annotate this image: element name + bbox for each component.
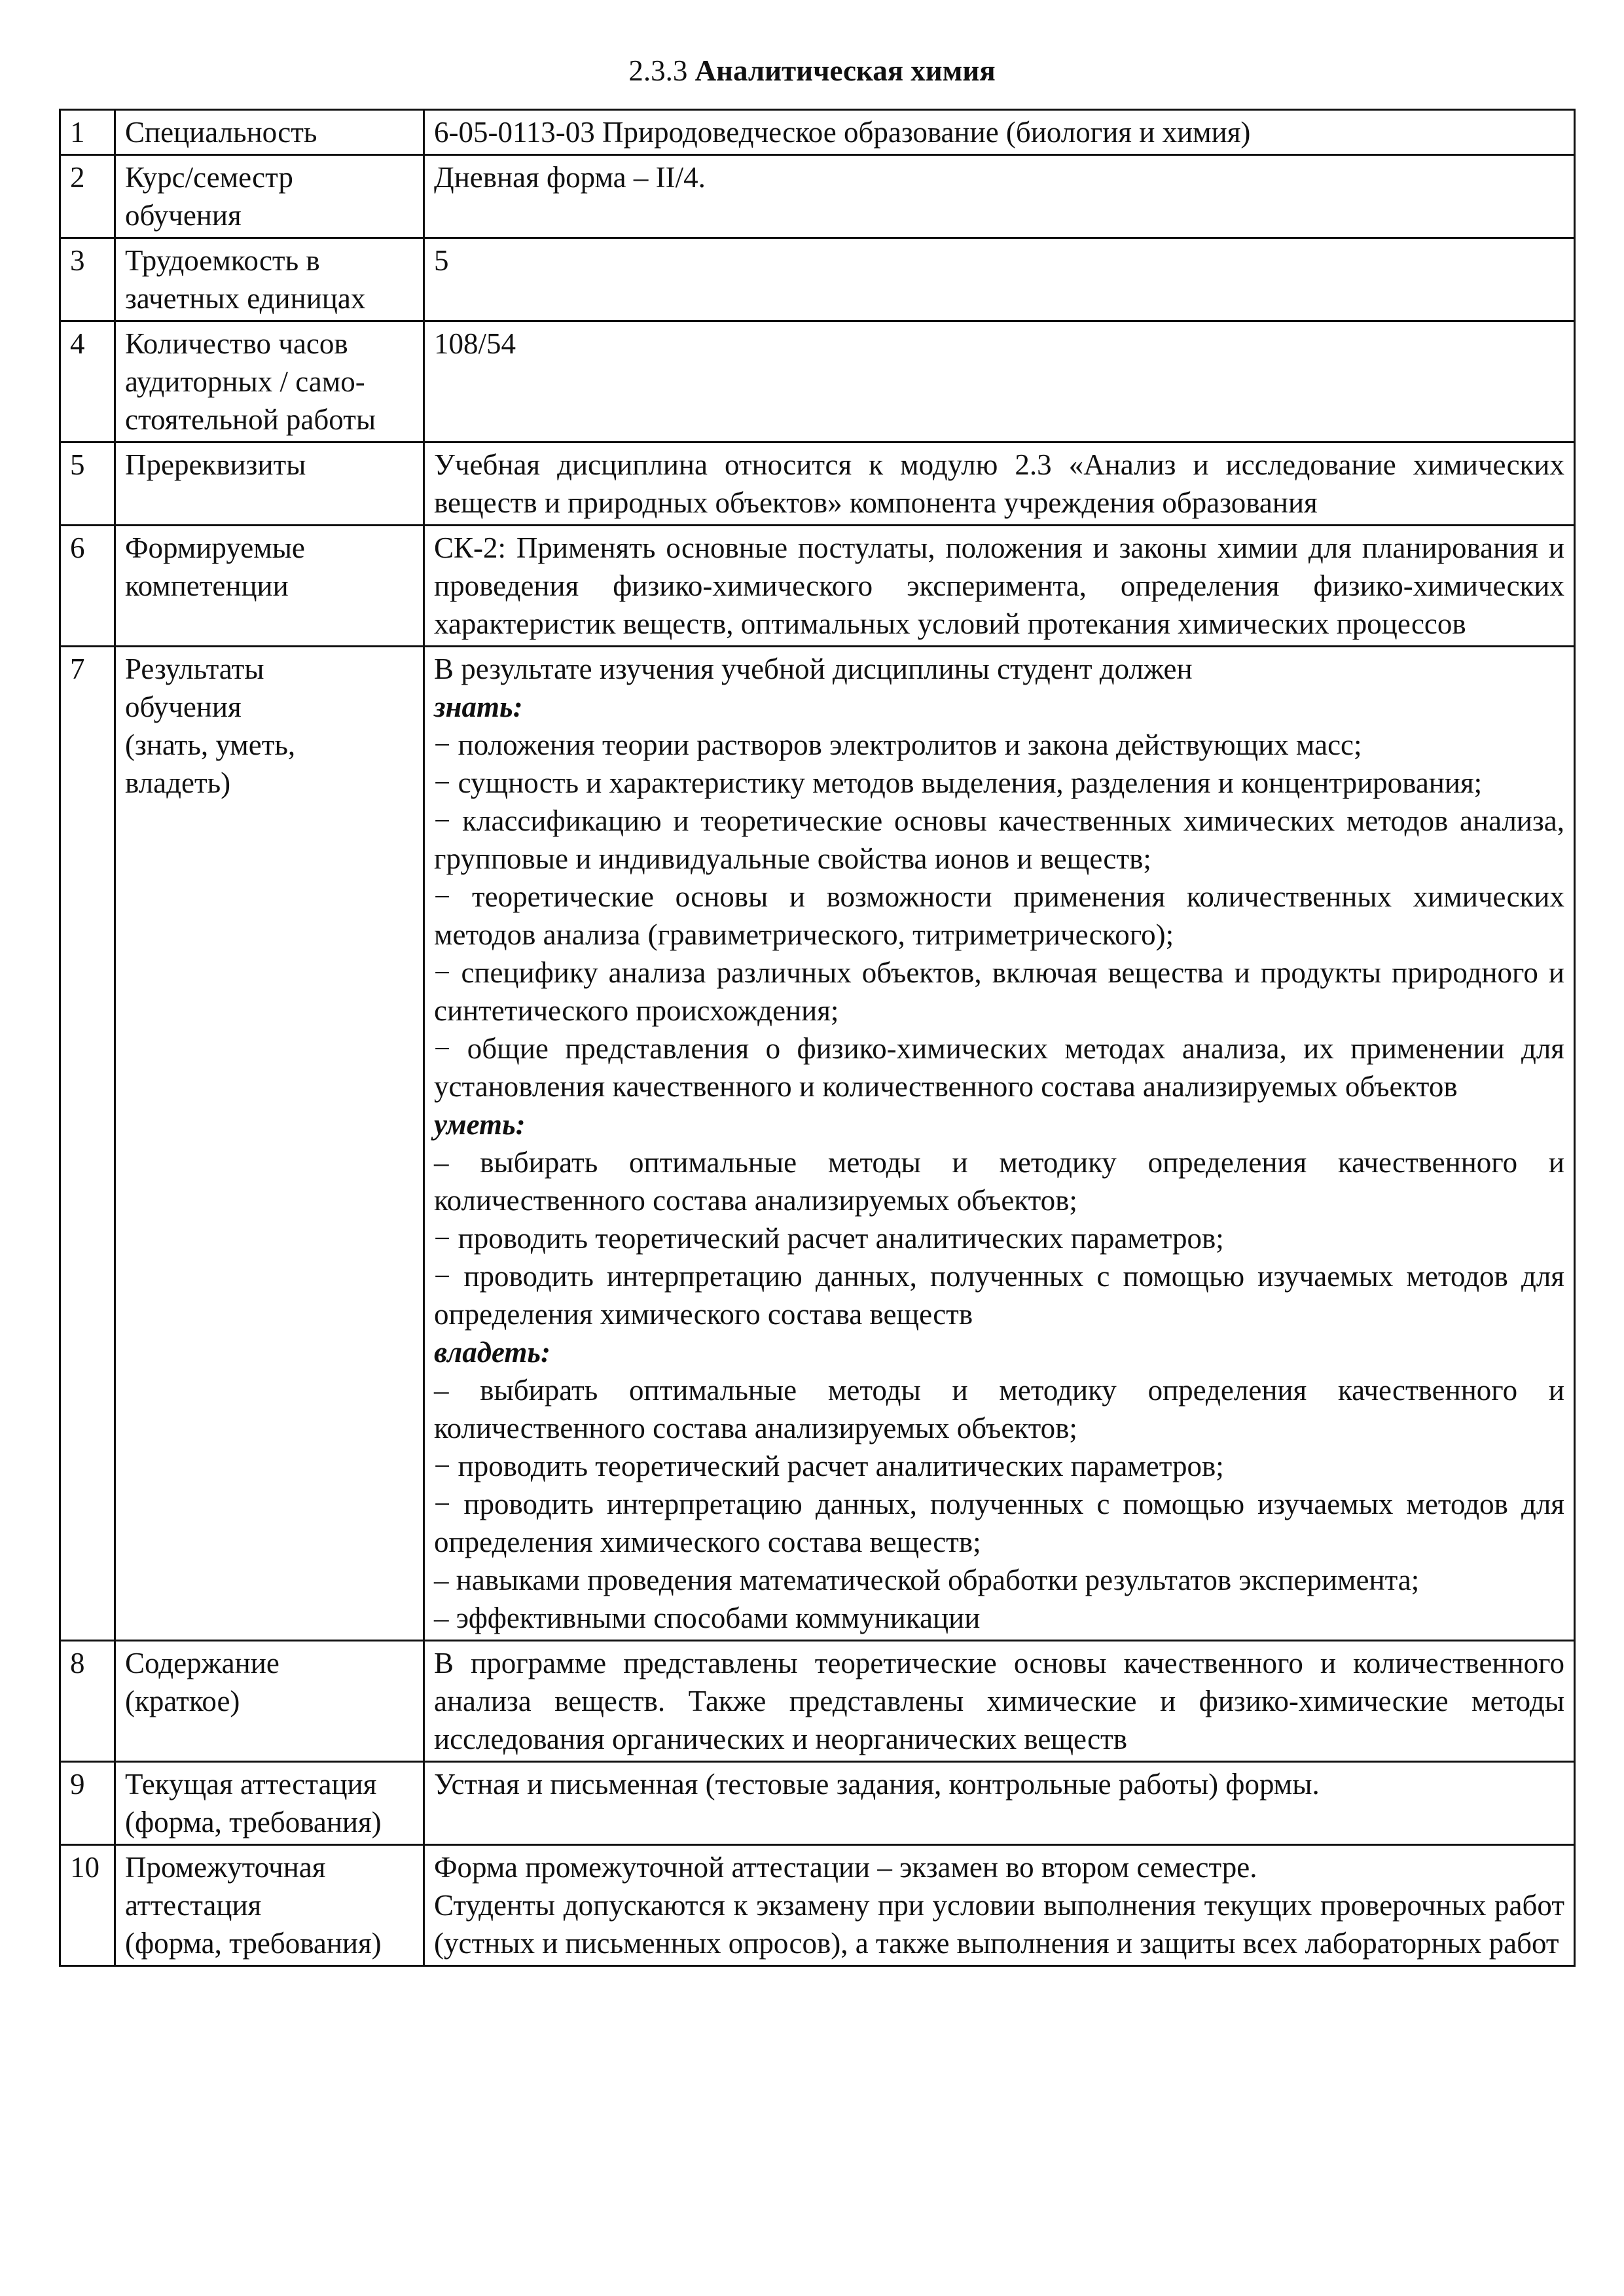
discipline-name: Аналитическая химия xyxy=(695,54,996,87)
section-number: 2.3.3 xyxy=(628,54,688,87)
content-paragraph: – навыками проведения математической обработки результатов эксперимента; xyxy=(434,1564,1420,1596)
content-paragraph: − сущность и характеристику методов выделения, разделения и концентрирования; xyxy=(434,766,1483,799)
table-row xyxy=(60,1762,1575,1845)
row-label-line: обучения xyxy=(125,199,242,232)
row-label-line: Трудоемкость в xyxy=(125,244,320,277)
content-subheading: знать: xyxy=(434,691,523,723)
content-paragraph: – выбирать оптимальные методы и методику определения качественного и количественного состава анализируемых объектов; xyxy=(434,1374,1564,1444)
row-label-line: Специальность xyxy=(125,116,317,149)
row-number: 4 xyxy=(60,321,115,442)
content-paragraph: − общие представления о физико-химических методах анализа, их применении для установления качественного и количественного состава анализируемых объектов xyxy=(434,1032,1564,1103)
table-row xyxy=(60,442,1575,526)
content-paragraph: − проводить интерпретацию данных, полученных с помощью изучаемых методов для определения химического состава веществ xyxy=(434,1260,1564,1331)
row-label-line: Формируемые xyxy=(125,531,305,564)
content-paragraph: − проводить теоретический расчет аналитических параметров; xyxy=(434,1450,1224,1482)
row-label xyxy=(115,110,424,155)
row-label-line: Количество часов xyxy=(125,327,348,360)
row-label xyxy=(115,155,424,238)
row-label xyxy=(115,526,424,647)
row-number: 1 xyxy=(60,110,115,155)
row-content xyxy=(424,1641,1575,1762)
content-paragraph: – эффективными способами коммуникации xyxy=(434,1602,981,1634)
row-label-line: Результаты xyxy=(125,653,264,685)
content-paragraph: 5 xyxy=(434,244,449,277)
row-label-line: Промежуточная xyxy=(125,1851,326,1884)
row-number: 3 xyxy=(60,238,115,321)
row-label xyxy=(115,321,424,442)
row-number: 5 xyxy=(60,442,115,526)
row-label xyxy=(115,238,424,321)
row-label-line: зачетных единицах xyxy=(125,282,366,315)
row-content xyxy=(424,442,1575,526)
row-label-line: Содержание xyxy=(125,1647,280,1679)
table-body xyxy=(60,110,1575,1966)
table-row xyxy=(60,321,1575,442)
row-label-line: (краткое) xyxy=(125,1685,240,1717)
row-label xyxy=(115,1641,424,1762)
row-label-line: (знать, уметь, xyxy=(125,728,296,761)
row-content xyxy=(424,155,1575,238)
content-paragraph: Форма промежуточной аттестации – экзамен во втором семестре. xyxy=(434,1851,1257,1884)
row-number: 7 xyxy=(60,647,115,1641)
row-content xyxy=(424,238,1575,321)
content-paragraph: Устная и письменная (тестовые задания, контрольные работы) формы. xyxy=(434,1768,1320,1801)
row-label xyxy=(115,647,424,1641)
row-label-line: (форма, требования) xyxy=(125,1927,382,1960)
row-number: 2 xyxy=(60,155,115,238)
row-label xyxy=(115,1762,424,1845)
content-paragraph: Учебная дисциплина относится к модулю 2.3 «Анализ и исследование химических веществ и природных объектов» компонента учреждения образования xyxy=(434,448,1564,519)
row-label-line: (форма, требования) xyxy=(125,1806,382,1839)
table-row xyxy=(60,1845,1575,1966)
content-subheading: уметь: xyxy=(434,1108,526,1141)
row-content xyxy=(424,1845,1575,1966)
content-paragraph: − положения теории растворов электролитов и закона действующих масс; xyxy=(434,728,1362,761)
content-paragraph: – выбирать оптимальные методы и методику определения качественного и количественного состава анализируемых объектов; xyxy=(434,1146,1564,1217)
row-label-line: Пререквизиты xyxy=(125,448,306,481)
row-label-line: Текущая аттестация xyxy=(125,1768,377,1801)
row-content xyxy=(424,647,1575,1641)
content-paragraph: − проводить интерпретацию данных, полученных с помощью изучаемых методов для определения химического состава веществ; xyxy=(434,1488,1564,1558)
row-number: 8 xyxy=(60,1641,115,1762)
row-label-line: аудиторных / само- xyxy=(125,365,365,398)
row-number: 10 xyxy=(60,1845,115,1966)
content-paragraph: В программе представлены теоретические основы качественного и количественного анализа веществ. Также представлены химические и физико-химические методы исследования органических и неорганических веществ xyxy=(434,1647,1564,1755)
table-row xyxy=(60,526,1575,647)
discipline-table xyxy=(59,109,1576,1967)
content-paragraph: Дневная форма – II/4. xyxy=(434,161,706,194)
row-label xyxy=(115,1845,424,1966)
content-subheading: владеть: xyxy=(434,1336,550,1369)
table-row xyxy=(60,647,1575,1641)
content-paragraph: 108/54 xyxy=(434,327,516,360)
page-title xyxy=(0,51,1624,90)
content-paragraph: − проводить теоретический расчет аналитических параметров; xyxy=(434,1222,1224,1255)
content-paragraph: СК-2: Применять основные постулаты, положения и законы химии для планирования и проведения физико-химического эксперимента, определения физико-химических характеристик веществ, оптимальных условий протекания химических процессов xyxy=(434,531,1564,640)
table-row xyxy=(60,110,1575,155)
row-label-line: Курс/семестр xyxy=(125,161,293,194)
row-content xyxy=(424,110,1575,155)
table-row xyxy=(60,1641,1575,1762)
content-paragraph: − теоретические основы и возможности применения количественных химических методов анализа (гравиметрического, титриметрического); xyxy=(434,880,1564,951)
row-label-line: обучения xyxy=(125,691,242,723)
row-label-line: владеть) xyxy=(125,766,231,799)
content-paragraph: 6-05-0113-03 Природоведческое образование (биология и химия) xyxy=(434,116,1251,149)
row-content xyxy=(424,526,1575,647)
content-paragraph: Студенты допускаются к экзамену при условии выполнения текущих проверочных работ (устных и письменных опросов), а также выполнения и защиты всех лабораторных работ xyxy=(434,1889,1564,1960)
table-row xyxy=(60,155,1575,238)
row-label-line: компетенции xyxy=(125,569,289,602)
row-label-line: аттестация xyxy=(125,1889,262,1922)
row-label-line: стоятельной работы xyxy=(125,403,376,436)
content-paragraph: В результате изучения учебной дисциплины студент должен xyxy=(434,653,1193,685)
content-paragraph: − специфику анализа различных объектов, включая вещества и продукты природного и синтетического происхождения; xyxy=(434,956,1564,1027)
row-label xyxy=(115,442,424,526)
content-paragraph: − классификацию и теоретические основы качественных химических методов анализа, групповые и индивидуальные свойства ионов и веществ; xyxy=(434,804,1564,875)
row-content xyxy=(424,321,1575,442)
row-content xyxy=(424,1762,1575,1845)
table-row xyxy=(60,238,1575,321)
row-number: 6 xyxy=(60,526,115,647)
row-number: 9 xyxy=(60,1762,115,1845)
